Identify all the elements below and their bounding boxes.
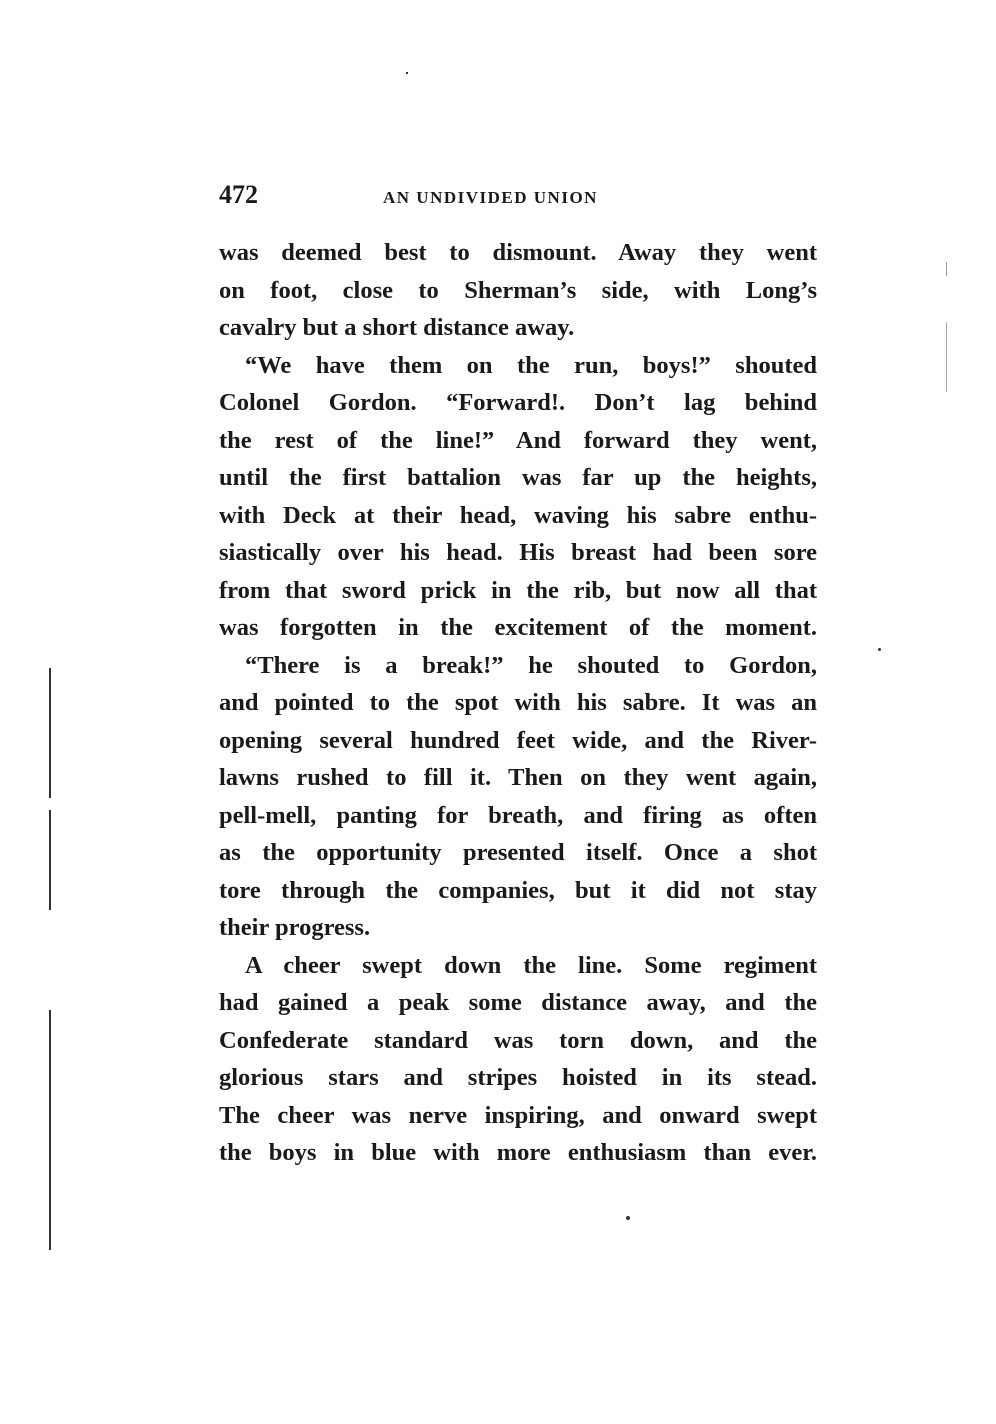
text-line: opening several hundred feet wide, and the River-: [219, 726, 817, 754]
text-line: The cheer was nerve inspiring, and onward swept: [219, 1101, 817, 1129]
scan-margin-line: [49, 668, 51, 798]
text-line: and pointed to the spot with his sabre. It was an: [219, 689, 817, 716]
text-line: tore through the companies, but it did not stay: [219, 876, 817, 904]
text-line: Confederate standard was torn down, and the: [219, 1026, 817, 1054]
text-line: their progress.: [219, 914, 371, 941]
text-line: siastically over his head. His breast had been sore: [219, 539, 817, 566]
text-line: on foot, close to Sherman’s side, with Long’s: [219, 276, 817, 304]
text-line: the boys in blue with more enthusiasm than ever.: [219, 1139, 817, 1166]
text-line: Colonel Gordon. “Forward!. Don’t lag behind: [219, 389, 817, 416]
text-line: “There is a break!” he shouted to Gordon,: [245, 651, 817, 679]
text-line: glorious stars and stripes hoisted in its stead.: [219, 1064, 817, 1091]
text-line: lawns rushed to fill it. Then on they went again,: [219, 764, 817, 791]
scan-speck: [406, 72, 408, 74]
text-line: the rest of the line!” And forward they went,: [219, 426, 817, 454]
text-line: was deemed best to dismount. Away they went: [219, 239, 817, 266]
text-line: pell-mell, panting for breath, and firing as often: [219, 801, 817, 829]
text-line: “We have them on the run, boys!” shouted: [245, 351, 817, 379]
text-line: from that sword prick in the rib, but now all that: [219, 576, 817, 604]
scan-speck: [878, 648, 881, 651]
text-line: with Deck at their head, waving his sabre enthu-: [219, 501, 817, 529]
text-line: until the first battalion was far up the heights,: [219, 464, 817, 491]
text-line: as the opportunity presented itself. Once a shot: [219, 839, 817, 866]
scan-speck: [626, 1216, 630, 1220]
text-line: had gained a peak some distance away, and the: [219, 989, 817, 1016]
text-line: cavalry but a short distance away.: [219, 314, 575, 341]
running-title: AN UNDIVIDED UNION: [383, 188, 598, 207]
text-line: was forgotten in the excitement of the moment.: [219, 614, 817, 641]
scan-margin-line: [49, 1010, 51, 1250]
scan-speck: [946, 322, 947, 392]
scan-speck: [946, 262, 947, 276]
body-text: [219, 234, 817, 1172]
page-number: 472: [219, 180, 258, 209]
scan-margin-line: [49, 810, 51, 910]
page-header: [219, 180, 819, 216]
text-line: A cheer swept down the line. Some regiment: [245, 951, 817, 979]
